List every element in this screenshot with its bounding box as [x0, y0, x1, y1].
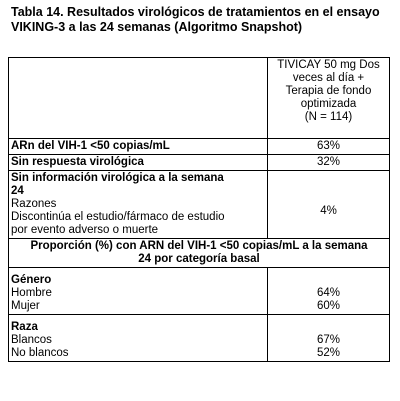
- table-row: [9, 171, 390, 239]
- table-row: [9, 155, 390, 171]
- genero-item-label: Hombre: [11, 287, 52, 299]
- sin-info-label-line-2: 24: [11, 185, 24, 197]
- table-title-line-1: Tabla 14. Resultados virológicos de tratamientos en el ensayo: [11, 5, 380, 19]
- section-header-row: [9, 239, 390, 268]
- raza-values: [268, 315, 390, 362]
- razones-label: Razones: [11, 198, 57, 210]
- raza-item-value: 67%: [316, 334, 341, 346]
- table-row: [9, 268, 390, 315]
- sin-info-label-line-1: Sin información virológica a la semana: [11, 172, 224, 184]
- treatment-header-line: veces al día +: [292, 72, 365, 84]
- genero-cell: [9, 268, 268, 315]
- raza-item-label: Blancos: [11, 334, 52, 346]
- reason-line-2: por evento adverso o muerte: [11, 224, 159, 236]
- raza-heading: Raza: [11, 321, 38, 333]
- raza-item-label: No blancos: [11, 347, 69, 359]
- raza-cell: [9, 315, 268, 362]
- table-row: [9, 315, 390, 362]
- treatment-header-line: (N = 114): [304, 111, 353, 123]
- raza-item-value: 52%: [316, 347, 341, 359]
- treatment-column-header: [268, 58, 390, 139]
- treatment-header-line: optimizada: [300, 98, 357, 110]
- table-title-line-2: VIKING-3 a las 24 semanas (Algoritmo Snapshot): [11, 20, 303, 34]
- header-empty-cell: [9, 58, 268, 139]
- section-header: [9, 239, 390, 268]
- sin-info-cell: [9, 171, 268, 239]
- section-header-line-2: 24 por categoría basal: [138, 253, 260, 265]
- treatment-header-line: TIVICAY 50 mg Dos: [277, 59, 380, 71]
- genero-heading: Género: [11, 274, 52, 286]
- arn-label: ARn del VIH-1 <50 copias/mL: [9, 139, 268, 155]
- header-row: [9, 58, 390, 139]
- reason-line-1: Discontinúa el estudio/fármaco de estudio: [11, 211, 225, 223]
- genero-item-value: 64%: [316, 287, 341, 299]
- genero-item-label: Mujer: [11, 300, 40, 312]
- arn-value: 63%: [268, 139, 390, 155]
- sin-info-value: 4%: [268, 171, 390, 239]
- table-title: [11, 5, 396, 35]
- sin-respuesta-value: 32%: [268, 155, 390, 171]
- genero-values: [268, 268, 390, 315]
- treatment-header-line: Terapia de fondo: [285, 85, 372, 97]
- sin-respuesta-label: Sin respuesta virológica: [9, 155, 268, 171]
- genero-item-value: 60%: [316, 300, 341, 312]
- section-header-line-1: Proporción (%) con ARN del VIH-1 <50 copias/mL a la semana: [30, 240, 368, 252]
- table-row: [9, 139, 390, 155]
- results-table: [8, 57, 390, 362]
